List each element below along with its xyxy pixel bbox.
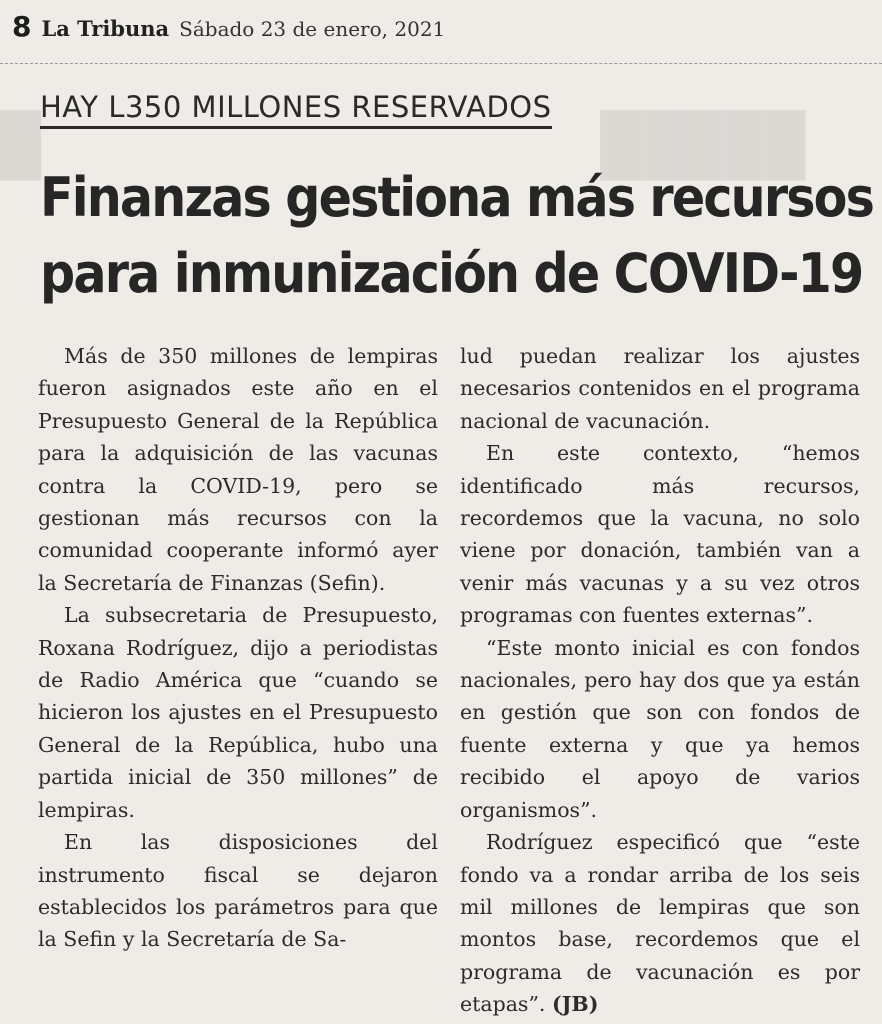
paragraph: La subsecretaria de Presupuesto, Roxana Rodríguez, dijo a periodistas de Radio América que “cuando se hicieron los ajustes en el Presupuesto General de la República, hubo una partida inicial de 350 millones” de lempiras. bbox=[38, 603, 438, 822]
author-byline: (JB) bbox=[552, 992, 599, 1017]
newspaper-name: La Tribuna bbox=[41, 16, 170, 41]
paragraph: “Este monto inicial es con fondos nacionales, pero hay dos que ya están en gestión que son con fondos de fuente externa y que ya hemos recibido el apoyo de varios organismos”. bbox=[460, 635, 860, 822]
header-divider bbox=[0, 63, 882, 64]
page-number: 8 bbox=[12, 10, 32, 43]
publication-date: Sábado 23 de enero, 2021 bbox=[179, 17, 446, 41]
article-column-right bbox=[460, 340, 860, 1021]
article-kicker: HAY L350 MILLONES RESERVADOS bbox=[40, 90, 552, 129]
headline-line-2: para inmunización de COVID-19 bbox=[40, 242, 863, 305]
headline-line-1: Finanzas gestiona más recursos bbox=[40, 166, 874, 229]
paragraph: lud puedan realizar los ajustes necesarios contenidos en el programa nacional de vacunación. bbox=[460, 344, 860, 433]
paragraph: En las disposiciones del instrumento fiscal se dejaron establecidos los parámetros para que la Sefin y la Secretaría de Sa- bbox=[38, 830, 438, 952]
paragraph: Más de 350 millones de lempiras fueron asignados este año en el Presupuesto General de la República para la adquisición de las vacunas contra la COVID-19, pero se gestionan más recursos con la comunidad cooperante informó ayer la Secretaría de Finanzas (Sefin). bbox=[38, 344, 438, 595]
article-headline bbox=[40, 160, 874, 312]
page-header bbox=[12, 10, 445, 50]
paragraph bbox=[460, 826, 860, 1020]
show-through-texture: █████ bbox=[600, 111, 806, 176]
article-column-left bbox=[38, 340, 438, 956]
paragraph: En este contexto, “hemos identificado más recursos, recordemos que la vacuna, no solo viene por donación, también van a venir más vacunas y a su vez otros programas con fuentes externas”. bbox=[460, 441, 860, 628]
show-through-texture: █ bbox=[0, 111, 42, 176]
paragraph-text: Rodríguez especificó que “este fondo va a rondar arriba de los seis mil millones de lempiras que son montos base, recordemos que el programa de vacunación es por etapas”. bbox=[460, 830, 860, 1017]
